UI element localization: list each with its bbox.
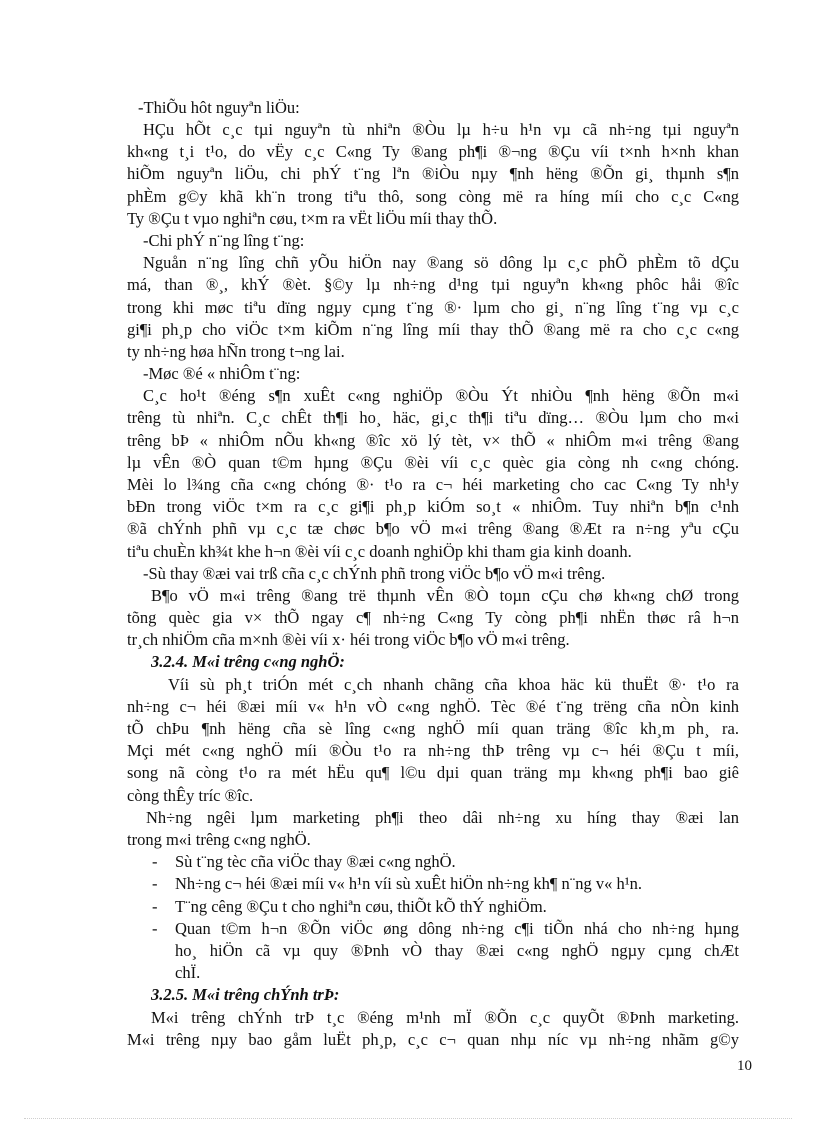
text-line: Nguån n¨ng lîng chñ yÕu hiÖn nay ®ang sö dông lµ c¸c phÕ phÈm tõ dÇu [143,253,739,272]
text-line: ®ã chÝnh phñ vµ c¸c tæ chøc b¶o vÖ m«i trêng ®ang ®Æt ra n÷ng yªu cÇu [127,519,739,538]
bullet-marker: - [152,852,158,871]
text-line: phÈm g©y khã kh¨n trong tiªu thô, song còng më ra híng míi cho c¸c C«ng [127,187,739,206]
text-line: kh«ng t¸i t¹o, do vËy c¸c C«ng Ty ®ang ph¶i ®¬ng ®Çu víi t×nh h×nh khan [127,142,739,161]
page-bottom-divider [24,1118,792,1119]
bullet-marker: - [152,874,158,893]
text-line: nh÷ng c¬ héi ®æi míi v« h¹n vÒ c«ng nghÖ. Tèc ®é t¨ng trëng cña nÒn kinh [127,697,739,716]
bullet-marker: - [152,897,158,916]
text-line: song nã còng t¹o ra mét hËu qu¶ l©u dµi quan träng mµ kh«ng ph¶i bao giê [127,763,739,782]
list-item: T¨ng cêng ®Çu t cho nghiªn cøu, thiÕt kÕ thÝ nghiÖm. [175,897,547,916]
text-line: hiÕm nguyªn liÖu, chi phÝ t¨ng lªn ®iÒu nµy ¶nh hëng ®Õn gi¸ thµnh s¶n [127,164,739,183]
text-line: C¸c ho¹t ®éng s¶n xuÊt c«ng nghiÖp ®Òu Ýt nhiÒu ¶nh hëng ®Õn m«i [143,386,739,405]
text-line: Nh÷ng ngêi lµm marketing ph¶i theo dâi nh÷ng xu híng thay ®æi lan [146,808,739,827]
list-item: Sù t¨ng tèc cña viÖc thay ®æi c«ng nghÖ. [175,852,456,871]
text-line: gi¶i ph¸p cho viÖc t×m kiÕm n¨ng lîng míi thay thÕ ®ang më ra cho c¸c c«ng [127,320,739,339]
text-line: -Chi phÝ n¨ng lîng t¨ng: [143,231,305,250]
text-line: trêng tù nhiªn. C¸c chÊt th¶i ho¸ häc, gi¸c th¶i tiªu dïng… ®Òu lµm cho m«i [127,408,739,427]
list-item-continuation: chÏ. [175,963,201,982]
list-item: Nh÷ng c¬ héi ®æi míi v« h¹n víi sù xuÊt hiÖn nh÷ng kh¶ n¨ng v« h¹n. [175,874,643,893]
section-heading-technology: 3.2.4. M«i trêng c«ng nghÖ: [151,652,345,671]
bullet-marker: - [152,919,158,938]
text-line: bÐn trong viÖc t×m ra c¸c gi¶i ph¸p kiÓm so¸t « nhiÔm. Tuy nhiªn b¶n c¹nh [127,497,739,516]
text-line: B¶o vÖ m«i trêng ®ang trë thµnh vÊn ®Ò toµn cÇu chø kh«ng chØ trong [151,586,739,605]
text-line: tõng quèc gia v× thÕ ngay c¶ nh÷ng C«ng Ty còng ph¶i nhËn thøc râ h¬n [127,608,739,627]
section-heading-politics: 3.2.5. M«i trêng chÝnh trÞ: [151,985,340,1004]
text-line: HÇu hÕt c¸c tµi nguyªn tù nhiªn ®Òu lµ h÷u h¹n vµ cã nh÷ng tµi nguyªn [143,120,739,139]
text-line: -ThiÕu hôt nguyªn liÖu: [138,98,300,117]
text-line: Víi sù ph¸t triÓn mét c¸ch nhanh chãng cña khoa häc kü thuËt ®· t¹o ra [168,675,739,694]
text-line: ty nh÷ng høa hÑn trong t¬ng lai. [127,342,345,361]
text-line: trong m«i trêng c«ng nghÖ. [127,830,311,849]
list-item: Quan t©m h¬n ®Õn viÖc øng dông nh÷ng c¶i tiÕn nhá cho nh÷ng hµng [175,919,739,938]
text-line: trêng bÞ « nhiÔm nÕu kh«ng ®îc xö lý tèt, v× thÕ « nhiÔm m«i trêng ®ang [127,431,739,450]
text-line: M«i trêng nµy bao gåm luËt ph¸p, c¸c c¬ quan nhµ níc vµ nh÷ng nhãm g©y [127,1030,739,1049]
text-line: Ty ®Çu t vµo nghiªn cøu, t×m ra vËt liÖu míi thay thÕ. [127,209,498,228]
page-number: 10 [737,1058,752,1074]
text-line: M«i trêng chÝnh trÞ t¸c ®éng m¹nh mÏ ®Õn c¸c quyÕt ®Þnh marketing. [151,1008,739,1027]
text-line: còng thÊy tríc ®îc. [127,786,254,805]
text-line: tÕ chÞu ¶nh hëng cña sè lîng c«ng nghÖ míi quan träng ®îc kh¸m ph¸ ra. [127,719,739,738]
text-line: trong khi møc tiªu dïng ngµy cµng t¨ng ®· lµm cho gi¸ n¨ng lîng t¨ng vµ c¸c [127,298,739,317]
text-line: tiªu chuÈn kh¾t khe h¬n ®èi víi c¸c doanh nghiÖp khi tham gia kinh doanh. [127,542,632,561]
text-line: má, than ®¸, khÝ ®èt. §©y lµ nh÷ng d¹ng tµi nguyªn kh«ng phôc håi ®îc [127,275,739,294]
text-line: lµ vÊn ®Ò quan t©m hµng ®Çu ®èi víi c¸c quèc gia còng nh c«ng chóng. [127,453,739,472]
list-item-continuation: ho¸ hiÖn cã vµ quy ®Þnh vÒ thay ®æi c«ng nghÖ ngµy cµng chÆt [175,941,739,960]
text-line: -Sù thay ®æi vai trß cña c¸c chÝnh phñ trong viÖc b¶o vÖ m«i trêng. [143,564,606,583]
text-line: tr¸ch nhiÖm cña m×nh ®èi víi x· héi trong viÖc b¶o vÖ m«i trêng. [127,630,570,649]
text-line: Mèi lo l¾ng cña c«ng chóng ®· t¹o ra c¬ héi marketing cho cac C«ng Ty nh¹y [127,475,739,494]
text-line: -Møc ®é « nhiÔm t¨ng: [143,364,301,383]
text-line: Mçi mét c«ng nghÖ míi ®Òu t¹o ra nh÷ng thÞ trêng vµ c¬ héi ®Çu t míi, [127,741,739,760]
